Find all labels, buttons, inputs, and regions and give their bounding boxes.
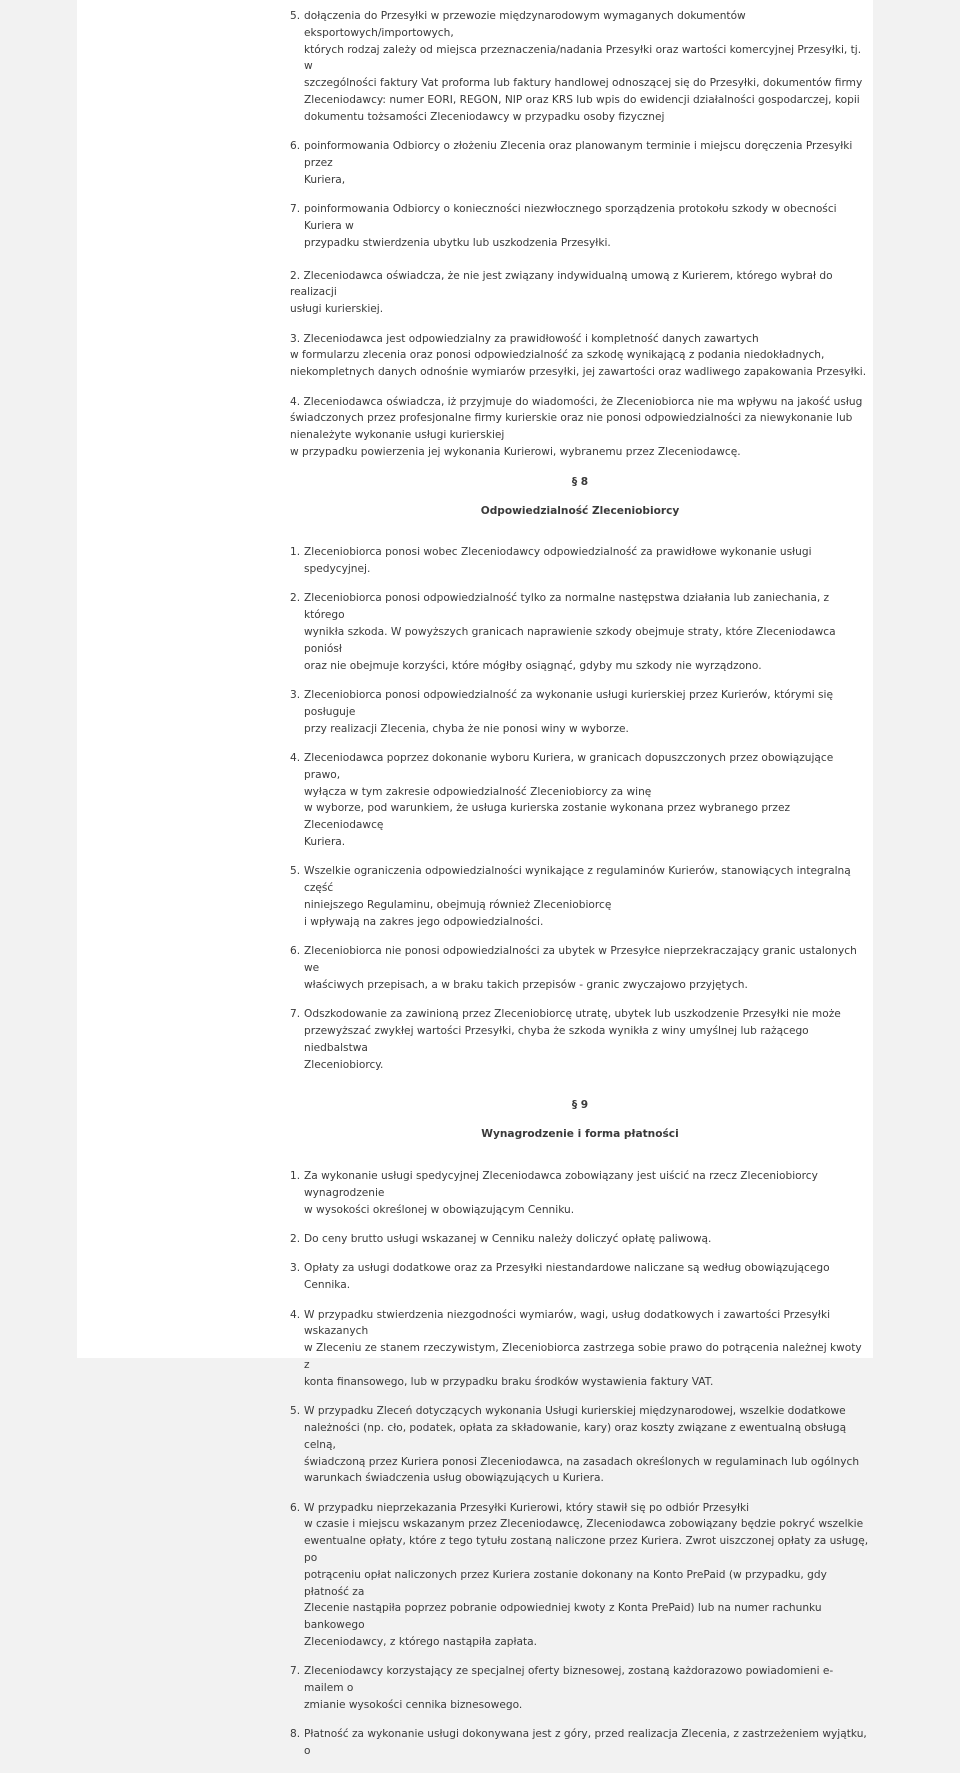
- list-item-number: 6.: [290, 945, 301, 958]
- list-item-text: Odszkodowanie za zawinioną przez Zleceniobiorcę utratę, ubytek lub uszkodzenie Przesyłki nie może przewyższać zwykłej wartości Przesyłki, chyba że szkoda wynikła z winy umyślnej lub rażącego niedbalstwa Zleceniobiorcy.: [304, 1008, 841, 1071]
- list-item-text: Zleceniobiorca ponosi odpowiedzialność tylko za normalne następstwa działania lub zaniechania, z którego wynikła szkoda. W powyższych granicach naprawienie szkody obejmuje straty, które Zleceniodawca poniósł oraz nie obejmuje korzyści, które mógłby osiągnąć, gdyby mu szkody nie wyrządzono.: [304, 592, 836, 672]
- section-symbol: § 9: [571, 1099, 589, 1112]
- section-title: Odpowiedzialność Zleceniobiorcy: [480, 504, 680, 517]
- paragraph: 4. Zleceniodawca oświadcza, iż przyjmuje do wiadomości, że Zleceniobiorca nie ma wpływu na jakość usług świadczonych przez profesjonalne firmy kurierskie oraz nie ponosi odpowiedzialności za niewykonanie lub nienależyte wykonanie usługi kurierskiej w przypadku powierzenia jej wykonania Kurierowi, wybranemu przez Zleceniodawcę.: [290, 395, 863, 458]
- list-item-text: Zleceniobiorca ponosi wobec Zleceniodawcy odpowiedzialność za prawidłowe wykonanie usługi spedycyjnej.: [304, 546, 812, 576]
- list-item: [290, 8, 870, 126]
- list-item: [290, 1260, 870, 1294]
- list-item: [290, 1168, 870, 1218]
- list-item: [290, 1307, 870, 1391]
- paragraph: 2. Zleceniodawca oświadcza, że nie jest związany indywidualną umową z Kurierem, którego wybrał do realizacji usługi kurierskiej.: [290, 269, 833, 316]
- list-item-number: 7.: [290, 1665, 301, 1678]
- list-item-text: Opłaty za usługi dodatkowe oraz za Przesyłki niestandardowe naliczane są według obowiązującego Cennika.: [304, 1262, 830, 1292]
- list-item-number: 7.: [290, 1008, 301, 1021]
- list-item-number: 6.: [290, 1501, 301, 1514]
- list-item-text: W przypadku stwierdzenia niezgodności wymiarów, wagi, usług dodatkowych i zawartości Przesyłki wskazanych w Zleceniu ze stanem rzeczywistym, Zleceniobiorca zastrzega sobie prawo do potrącenia należnej kwoty z konta finansowego, lub w przypadku braku środków wystawienia faktury VAT.: [304, 1308, 862, 1388]
- top-list: [290, 8, 870, 252]
- list-item: [290, 1231, 870, 1248]
- list-item-number: 3.: [290, 689, 301, 702]
- list-item: [290, 1403, 870, 1487]
- list-item-number: 7.: [290, 203, 301, 216]
- list-item-text: Zleceniodawca poprzez dokonanie wyboru Kuriera, w granicach dopuszczonych przez obowiązujące prawo, wyłącza w tym zakresie odpowiedzialność Zleceniobiorcy za winę w wyborze, pod warunkiem, że usługa kurierska zostanie wykonana przez wybranego przez Zleceniodawcę Kuriera.: [304, 752, 834, 849]
- list-item-text: W przypadku nieprzekazania Przesyłki Kurierowi, który stawił się po odbiór Przesyłki w czasie i miejscu wskazanym przez Zleceniodawcę, Zleceniodawca zobowiązany będzie pokryć wszelkie ewentualne opłaty, które z tego tytułu zostaną naliczone przez Kuriera. Zwrot uiszczonej opłaty za usługę, po potrąceniu opłat naliczonych przez Kuriera zostanie dokonany na Konto PrePaid (w przypadku, gdy płatność za Zlecenie nastąpiła poprzez pobranie odpowiedniej kwoty z Konta PrePaid) lub na numer rachunku bankowego Zleceniodawcy, z którego nastąpiła zapłata.: [304, 1501, 869, 1649]
- list-item-text: W przypadku Zleceń dotyczących wykonania Usługi kurierskiej międzynarodowej, wszelkie dodatkowe należności (np. cło, podatek, opłata za składowanie, kary) oraz koszty związane z ewentualną obsługą celną, świadczoną przez Kuriera ponosi Zleceniodawca, na zasadach określonych w regulaminach lub ogólnych warunkach świadczenia usług obowiązujących u Kuriera.: [304, 1405, 860, 1485]
- list-item-number: 5.: [290, 865, 301, 878]
- list-item-text: Wszelkie ograniczenia odpowiedzialności wynikające z regulaminów Kurierów, stanowiących integralną część niniejszego Regulaminu, obejmują również Zleceniobiorcę i wpływają na zakres jego odpowiedzialności.: [304, 865, 851, 928]
- section-9-list: [290, 1168, 870, 1760]
- section-title: Wynagrodzenie i forma płatności: [481, 1128, 679, 1141]
- list-item-number: 1.: [290, 1169, 301, 1182]
- document-page: [77, 0, 873, 1758]
- list-item: [290, 201, 870, 251]
- list-item-number: 4.: [290, 752, 301, 765]
- list-item: [290, 1006, 870, 1073]
- list-item: [290, 943, 870, 993]
- list-item-number: 2.: [290, 592, 301, 605]
- list-item: [290, 863, 870, 930]
- list-item-number: 5.: [290, 1405, 301, 1418]
- document-content: [290, 8, 870, 1773]
- list-item: [290, 1500, 870, 1651]
- list-item: [290, 687, 870, 737]
- list-item-text: Za wykonanie usługi spedycyjnej Zleceniodawca zobowiązany jest uiścić na rzecz Zleceniobiorcy wynagrodzenie w wysokości określonej w obowiązującym Cenniku.: [304, 1169, 818, 1216]
- list-item-number: 4.: [290, 1308, 301, 1321]
- list-item: [290, 1726, 870, 1760]
- list-item-number: 3.: [290, 1262, 301, 1275]
- list-item-text: Zleceniobiorca nie ponosi odpowiedzialności za ubytek w Przesyłce nieprzekraczający granic ustalonych we właściwych przepisach, a w braku takich przepisów - granic zwyczajowo przyjętych.: [304, 945, 857, 991]
- list-item-text: dołączenia do Przesyłki w przewozie międzynarodowym wymaganych dokumentów eksportowych/importowych, których rodzaj zależy od miejsca przeznaczenia/nadania Przesyłki oraz wartości komercyjnej Przesyłki, tj. w szczególności faktury Vat proforma lub faktury handlowej odnoszącej się do Przesyłki, dokumentów firmy Zleceniodawcy: numer EORI, REGON, NIP oraz KRS lub wpis do ewidencji działalności gospodarczej, kopii dokumentu tożsamości Zleceniodawcy w przypadku osoby fizycznej: [304, 10, 863, 123]
- paragraph: 3. Zleceniodawca jest odpowiedzialny za prawidłowość i kompletność danych zawartych w formularzu zlecenia oraz ponosi odpowiedzialność za szkodę wynikającą z podania niedokładnych, niekompletnych danych odnośnie wymiarów przesyłki, jej zawartości oraz wadliwego zapakowania Przesyłki.: [290, 332, 867, 379]
- list-item: [290, 590, 870, 674]
- list-item-text: Zleceniobiorca ponosi odpowiedzialność za wykonanie usługi kurierskiej przez Kurierów, którymi się posługuje przy realizacji Zlecenia, chyba że nie ponosi winy w wyborze.: [304, 689, 833, 735]
- list-item-number: 8.: [290, 1728, 301, 1741]
- list-item: [290, 1663, 870, 1713]
- list-item-text: Zleceniodawcy korzystający ze specjalnej oferty biznesowej, zostaną każdorazowo powiadomieni e-mailem o zmianie wysokości cennika biznesowego.: [304, 1665, 834, 1712]
- list-item-text: poinformowania Odbiorcy o konieczności niezwłocznego sporządzenia protokołu szkody w obecności Kuriera w przypadku stwierdzenia ubytku lub uszkodzenia Przesyłki.: [304, 203, 837, 249]
- list-item: [290, 138, 870, 188]
- list-item-text: poinformowania Odbiorcy o złożeniu Zlecenia oraz planowanym terminie i miejscu doręczenia Przesyłki przez Kuriera,: [304, 140, 853, 186]
- list-item-text: Płatność za wykonanie usługi dokonywana jest z góry, przed realizacja Zlecenia, z zastrzeżeniem wyjątku, o: [304, 1728, 867, 1758]
- list-item-number: 2.: [290, 1232, 301, 1245]
- list-item-number: 1.: [290, 546, 301, 559]
- list-item-text: Do ceny brutto usługi wskazanej w Cenniku należy doliczyć opłatę paliwową.: [304, 1232, 712, 1245]
- section-symbol: § 8: [571, 475, 589, 488]
- list-item-number: 6.: [290, 140, 301, 153]
- list-item: [290, 544, 870, 578]
- list-item: [290, 750, 870, 851]
- list-item-number: 5.: [290, 10, 301, 22]
- section-8-list: [290, 544, 870, 1073]
